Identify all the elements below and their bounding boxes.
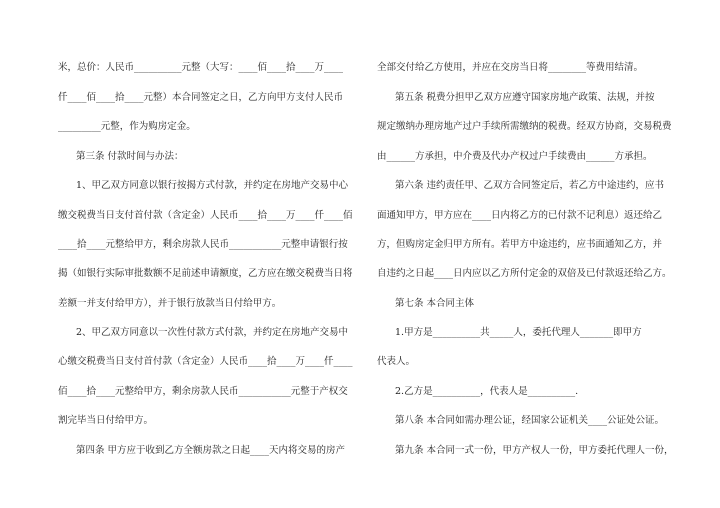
article-heading: 第五条 税费分担甲乙双方应遵守国家房地产政策、法规，并按	[395, 92, 655, 103]
text-line: 方，但购房定金归甲方所有。若甲方中途违约，应书面通知乙方，并	[377, 239, 663, 250]
article-heading: 第三条 付款时间与办法：	[76, 151, 184, 162]
article-heading: 第七条 本合同主体	[395, 298, 475, 309]
text-line: 割完毕当日付给甲方。	[58, 415, 154, 426]
text-line: 1、甲乙双方同意以银行按揭方式付款，并约定在房地产交易中心	[76, 180, 349, 191]
text-line: 心缴交税费当日支付首付款（含定金）人民币____拾____万____仟____	[58, 356, 353, 367]
text-line: 差额一并支付给甲方），并于银行放款当日付给甲方。	[58, 298, 282, 309]
text-line: 2、甲乙双方同意以一次性付款方式付款，并约定在房地产交易中	[76, 327, 349, 338]
text-line: 由______方承担，中介费及代办产权过户手续费由______方承担。	[377, 151, 653, 162]
text-line: 米，总价：人民币__________元整（大写：____佰____拾____万____	[58, 62, 344, 73]
text-line: 1.甲方是__________共_____人，委托代理人_______即甲方	[395, 327, 642, 338]
text-line: 佰____拾____元整给甲方，剩余房款人民币___________元整于产权交	[58, 386, 348, 397]
article-heading: 第九条 本合同一式一份，甲方产权人一份，甲方委托代理人一份，	[395, 445, 674, 456]
article-heading: 第八条 本合同如需办理公证，经国家公证机关____公证处公证。	[395, 415, 665, 426]
text-line: 缴交税费当日支付首付款（含定金）人民币____拾____万____仟____佰	[58, 210, 353, 221]
article-heading: 第四条 甲方应于收到乙方全额房款之日起____天内将交易的房产	[76, 445, 346, 456]
article-heading: 第六条 违约责任甲、乙双方合同签定后，若乙方中途违约，应书	[395, 180, 665, 191]
text-line: ____拾____元整给甲方，剩余房款人民币___________元整申请银行按	[58, 239, 348, 250]
text-line: 代表人。	[377, 356, 416, 367]
text-line: _________元整，作为购房定金。	[58, 121, 196, 132]
text-line: 仟____佰____拾____元整）本合同签定之日，乙方向甲方支付人民币	[58, 92, 344, 103]
text-line: 自违约之日起____日内应以乙方所付定金的双倍及已付款返还给乙方。	[377, 268, 672, 279]
text-line: 全部交付给乙方使用，并应在交房当日将________等费用结清。	[377, 62, 644, 73]
text-line: 规定缴纳办理房地产过户手续所需缴纳的税费。经双方协商，交易税费	[377, 121, 672, 132]
text-line: 面通知甲方，甲方应在____日内将乙方的已付款不记利息）返还给乙	[377, 210, 663, 221]
text-line: 2.乙方是__________，代表人是__________.	[395, 386, 579, 397]
text-line: 揭（如银行实际审批数额不足前述申请额度，乙方应在缴交税费当日将	[58, 268, 353, 279]
